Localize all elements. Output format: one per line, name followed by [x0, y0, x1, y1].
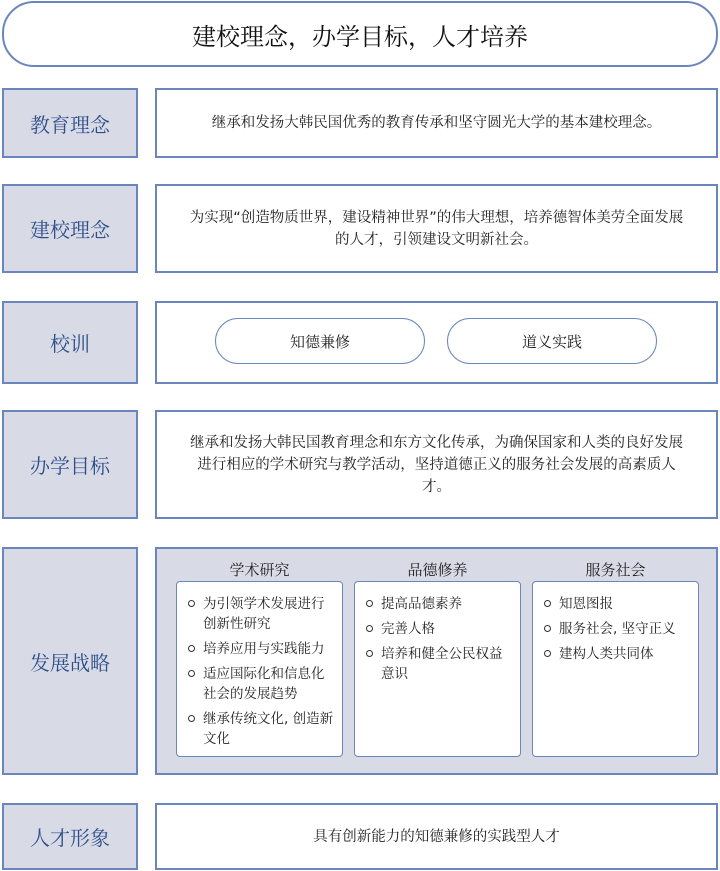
education-philosophy-text: 继承和发扬大韩民国优秀的教育传承和坚守圆光大学的基本建校理念。 [211, 115, 662, 131]
list-item: 知恩图报 [543, 594, 690, 614]
label-founding-philosophy: 建校理念 [2, 184, 138, 273]
label-strategy: 发展战略 [2, 547, 138, 775]
strategy-list-academic [187, 594, 334, 749]
strategy-heading-service: 服务社会 [585, 561, 646, 579]
content-school-goal [155, 410, 718, 519]
list-item: 完善人格 [365, 619, 512, 639]
bullet-icon [366, 650, 373, 657]
strategy-list-service [543, 594, 690, 664]
talent-image-text: 具有创新能力的知德兼修的实践型人才 [313, 828, 560, 845]
strategy-list-character [365, 594, 512, 684]
founding-philosophy-text: 为实现“创造物质世界，建设精神世界”的伟大理想，培养德智体美劳全面发展的人才，引领建设文明新社会。 [189, 209, 684, 248]
label-talent-image: 人才形象 [2, 803, 138, 870]
bullet-icon [544, 625, 551, 632]
content-education-philosophy [155, 88, 718, 158]
content-founding-philosophy [155, 184, 718, 273]
strategy-heading-academic: 学术研究 [229, 561, 290, 579]
diagram-title: 建校理念，办学目标，人才培养 [2, 1, 718, 67]
strategy-column-academic [176, 581, 343, 757]
content-talent-image [155, 803, 718, 870]
list-item: 提高品德素养 [365, 594, 512, 614]
list-item: 培养和健全公民权益意识 [365, 644, 512, 684]
label-motto: 校训 [2, 301, 138, 384]
list-item: 服务社会, 坚守正义 [543, 619, 690, 639]
bullet-icon [544, 650, 551, 657]
strategy-heading-character: 品德修养 [407, 561, 468, 579]
list-item: 建构人类共同体 [543, 644, 690, 664]
bullet-icon [544, 600, 551, 607]
list-item: 适应国际化和信息化社会的发展趋势 [187, 664, 334, 704]
bullet-icon [366, 625, 373, 632]
motto-pill-2: 道义实践 [447, 318, 657, 364]
bullet-icon [188, 670, 195, 677]
strategy-column-character [354, 581, 521, 757]
list-item: 培养应用与实践能力 [187, 639, 334, 659]
bullet-icon [188, 645, 195, 652]
label-school-goal: 办学目标 [2, 410, 138, 519]
school-goal-text: 继承和发扬大韩民国教育理念和东方文化传承，为确保国家和人类的良好发展进行相应的学术研究与教学活动，坚持道德正义的服务社会发展的高素质人才。 [190, 434, 683, 495]
bullet-icon [188, 600, 195, 607]
bullet-icon [366, 600, 373, 607]
motto-pill-1: 知德兼修 [215, 318, 425, 364]
list-item: 继承传统文化, 创造新文化 [187, 709, 334, 749]
bullet-icon [188, 715, 195, 722]
strategy-column-service [532, 581, 699, 757]
label-education-philosophy: 教育理念 [2, 88, 138, 158]
list-item: 为引领学术发展进行创新性研究 [187, 594, 334, 634]
